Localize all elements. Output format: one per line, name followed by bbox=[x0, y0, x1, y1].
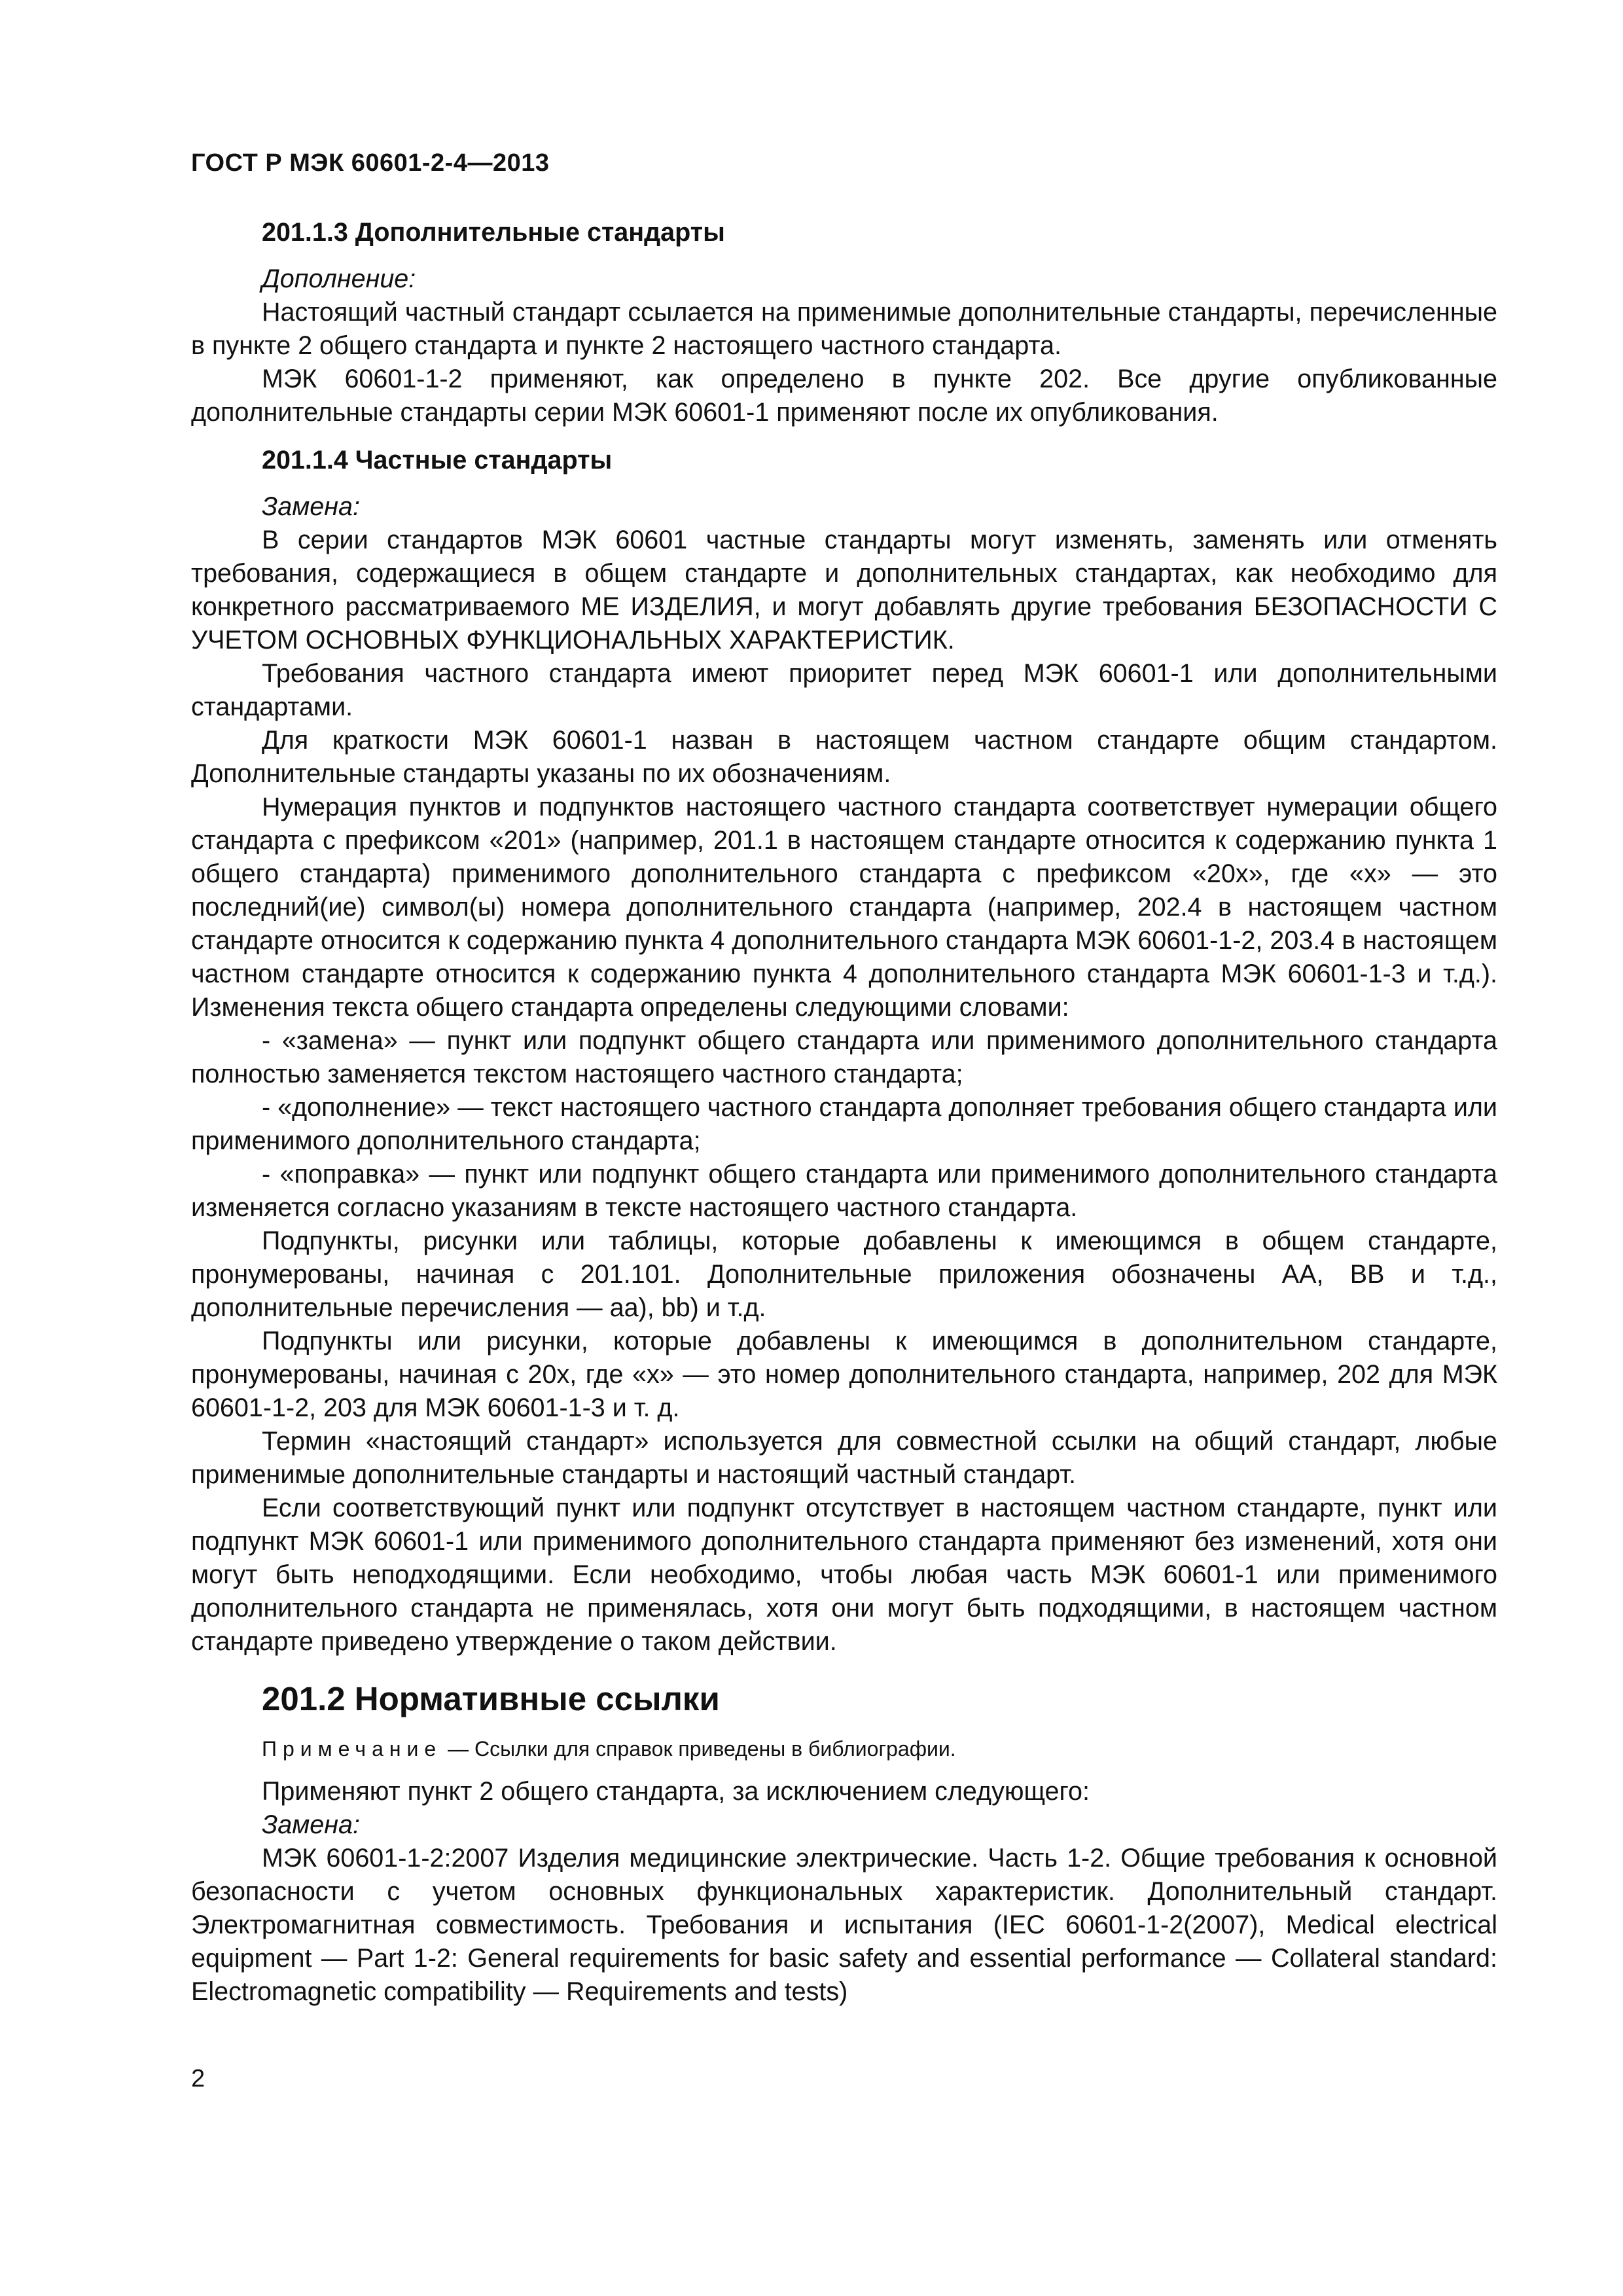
amendment-label: Замена: bbox=[262, 1810, 360, 1839]
paragraph: Нумерация пунктов и подпунктов настоящего частного стандарта соответствует нумерации общего стандарта с префиксом «201» (например, 201.1 в настоящем стандарте относится к содержанию пункта 1 общего стандарта) применимого дополнительного стандарта с префиксом «20x», где «x» — это последний(ие) символ(ы) номера дополнительного стандарта (например, 202.4 в настоящем частном стандарте относится к содержанию пункта 4 дополнительного стандарта МЭК 60601-1-2, 203.4 в настоящем частном стандарте относится к содержанию пункта 4 дополнительного стандарта МЭК 60601-1-3 и т.д.). Изменения текста общего стандарта определены следующими словами: bbox=[191, 793, 1497, 1022]
section-201-2 bbox=[191, 1678, 1497, 2009]
paragraph: Применяют пункт 2 общего стандарта, за исключением следующего: bbox=[262, 1777, 1090, 1806]
section-201-1-3 bbox=[191, 216, 1497, 429]
note bbox=[262, 1734, 1497, 1763]
paragraph: В серии стандартов МЭК 60601 частные стандарты могут изменять, заменять или отменять требования, содержащиеся в общем стандарте и дополнительных стандартах, как необходимо для конкретного рассматриваемого МЕ ИЗДЕЛИЯ, и могут добавлять другие требования БЕЗОПАСНОСТИ С УЧЕТОМ ОСНОВНЫХ ФУНКЦИОНАЛЬНЫХ ХАРАКТЕРИСТИК. bbox=[191, 526, 1497, 655]
list-item: - «поправка» — пункт или подпункт общего стандарта или применимого дополнительного стандарта изменяется согласно указаниям в тексте настоящего частного стандарта. bbox=[191, 1160, 1497, 1222]
section-heading: 201.1.3 Дополнительные стандарты bbox=[262, 218, 725, 247]
amendment-label: Замена: bbox=[262, 492, 360, 521]
paragraph: Подпункты, рисунки или таблицы, которые добавлены к имеющимся в общем стандарте, пронумерованы, начиная с 201.101. Дополнительные приложения обозначены АА, ВВ и т.д., дополнительные перечисления — aa), bb) и т.д. bbox=[191, 1227, 1497, 1322]
list-item: - «замена» — пункт или подпункт общего стандарта или применимого дополнительного стандарта полностью заменяется текстом настоящего частного стандарта; bbox=[191, 1026, 1497, 1088]
section-heading: 201.2 Нормативные ссылки bbox=[262, 1680, 720, 1717]
document-body bbox=[191, 216, 1497, 2009]
paragraph: Для краткости МЭК 60601-1 назван в настоящем частном стандарте общим стандартом. Дополнительные стандарты указаны по их обозначениям. bbox=[191, 726, 1497, 788]
amendment-label: Дополнение: bbox=[262, 264, 416, 293]
list-item: - «дополнение» — текст настоящего частного стандарта дополняет требования общего стандарта или применимого дополнительного стандарта; bbox=[191, 1093, 1497, 1155]
paragraph: Термин «настоящий стандарт» используется для совместной ссылки на общий стандарт, любые применимые дополнительные стандарты и настоящий частный стандарт. bbox=[191, 1427, 1497, 1489]
paragraph: Подпункты или рисунки, которые добавлены к имеющимся в дополнительном стандарте, пронумерованы, начиная с 20x, где «x» — это номер дополнительного стандарта, например, 202 для МЭК 60601-1-2, 203 для МЭК 60601-1-3 и т. д. bbox=[191, 1327, 1497, 1422]
section-201-1-4 bbox=[191, 444, 1497, 1659]
paragraph: Если соответствующий пункт или подпункт отсутствует в настоящем частном стандарте, пункт или подпункт МЭК 60601-1 или применимого дополнительного стандарта применяют без изменений, хотя они могут быть неподходящими. Если необходимо, чтобы любая часть МЭК 60601-1 или применимого дополнительного стандарта не применялась, хотя они могут быть подходящими, в настоящем частном стандарте приведено утверждение о таком действии. bbox=[191, 1494, 1497, 1656]
reference-entry: МЭК 60601-1-2:2007 Изделия медицинские электрические. Часть 1-2. Общие требования к основной безопасности с учетом основных функциональных характеристик. Дополнительный стандарт. Электромагнитная совместимость. Требования и испытания (IEC 60601-1-2(2007), Medical electrical equipment — Part 1-2: General requirements for basic safety and essential performance — Collateral standard: Electromagnetic compatibility — Requirements and tests) bbox=[191, 1844, 1497, 2006]
note-label: Примечание bbox=[262, 1737, 442, 1761]
paragraph: МЭК 60601-1-2 применяют, как определено в пункте 202. Все другие опубликованные дополнительные стандарты серии МЭК 60601-1 применяют после их опубликования. bbox=[191, 365, 1497, 427]
page-number: 2 bbox=[191, 2065, 205, 2092]
paragraph: Настоящий частный стандарт ссылается на применимые дополнительные стандарты, перечисленные в пункте 2 общего стандарта и пункте 2 настоящего частного стандарта. bbox=[191, 298, 1497, 360]
section-heading: 201.1.4 Частные стандарты bbox=[262, 446, 613, 475]
paragraph: Требования частного стандарта имеют приоритет перед МЭК 60601-1 или дополнительными стандартами. bbox=[191, 659, 1497, 721]
document-header: ГОСТ Р МЭК 60601-2-4—2013 bbox=[191, 149, 550, 177]
note-text: — Ссылки для справок приведены в библиографии. bbox=[442, 1737, 956, 1761]
